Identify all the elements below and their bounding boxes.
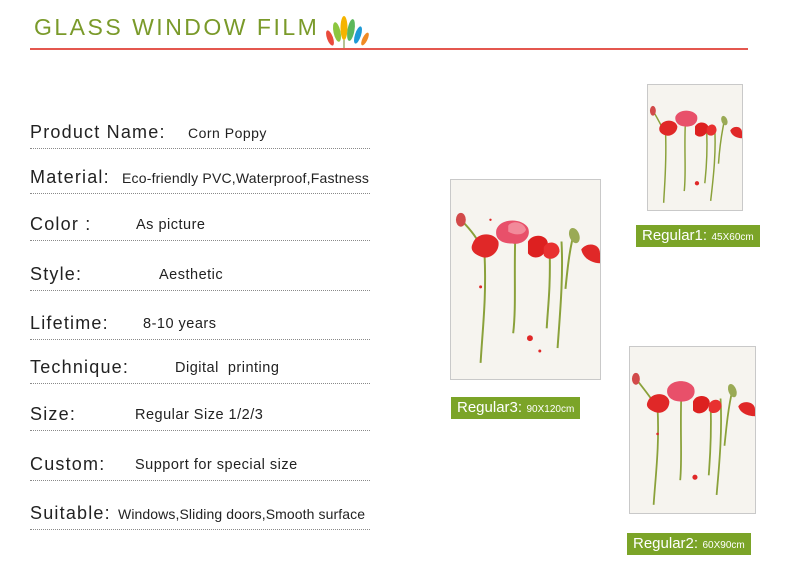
spec-value: 8-10 years bbox=[143, 316, 217, 332]
spec-value: Aesthetic bbox=[159, 267, 224, 283]
dotted-divider bbox=[30, 240, 370, 241]
size-dims: 90X120cm bbox=[526, 404, 575, 415]
spec-label: Color : bbox=[30, 214, 92, 234]
spec-value: Corn Poppy bbox=[188, 125, 267, 141]
header-divider bbox=[30, 48, 748, 50]
spec-label: Style: bbox=[30, 264, 83, 284]
poppy-illustration-icon bbox=[648, 85, 742, 210]
poppy-print-regular1 bbox=[647, 84, 743, 211]
spec-value: Support for special size bbox=[135, 457, 298, 473]
size-name: Regular2: bbox=[633, 535, 699, 552]
spec-label: Size: bbox=[30, 404, 77, 424]
spec-label: Material: bbox=[30, 167, 110, 187]
poppy-print-regular2 bbox=[629, 346, 756, 514]
poppy-illustration-icon bbox=[630, 347, 755, 513]
spec-value: Eco-friendly PVC,Waterproof,Fastness bbox=[122, 170, 370, 186]
size-name: Regular1: bbox=[642, 227, 708, 244]
size-badge-regular3 bbox=[451, 397, 580, 419]
dotted-divider bbox=[30, 148, 370, 149]
poppy-illustration-icon bbox=[451, 180, 600, 379]
poppy-print-regular3 bbox=[450, 179, 601, 380]
dotted-divider bbox=[30, 383, 370, 384]
dotted-divider bbox=[30, 193, 370, 194]
size-name: Regular3: bbox=[457, 399, 523, 416]
dotted-divider bbox=[30, 529, 370, 530]
spec-value: Regular Size 1/2/3 bbox=[135, 407, 264, 423]
size-badge-regular2 bbox=[627, 533, 751, 555]
leaves-logo-icon bbox=[322, 8, 374, 50]
size-dims: 45X60cm bbox=[711, 232, 754, 243]
size-dims: 60X90cm bbox=[702, 540, 745, 551]
spec-value: Windows,Sliding doors,Smooth surface bbox=[118, 506, 366, 522]
spec-value: Digital printing bbox=[175, 360, 280, 376]
page-title: GLASS WINDOW FILM bbox=[34, 14, 320, 40]
spec-label: Product Name: bbox=[30, 122, 166, 142]
spec-value: As picture bbox=[136, 217, 206, 233]
dotted-divider bbox=[30, 290, 370, 291]
spec-label: Technique: bbox=[30, 357, 130, 377]
dotted-divider bbox=[30, 430, 370, 431]
spec-label: Custom: bbox=[30, 454, 106, 474]
spec-label: Lifetime: bbox=[30, 313, 109, 333]
dotted-divider bbox=[30, 480, 370, 481]
dotted-divider bbox=[30, 339, 370, 340]
spec-label: Suitable: bbox=[30, 503, 111, 523]
size-badge-regular1 bbox=[636, 225, 760, 247]
